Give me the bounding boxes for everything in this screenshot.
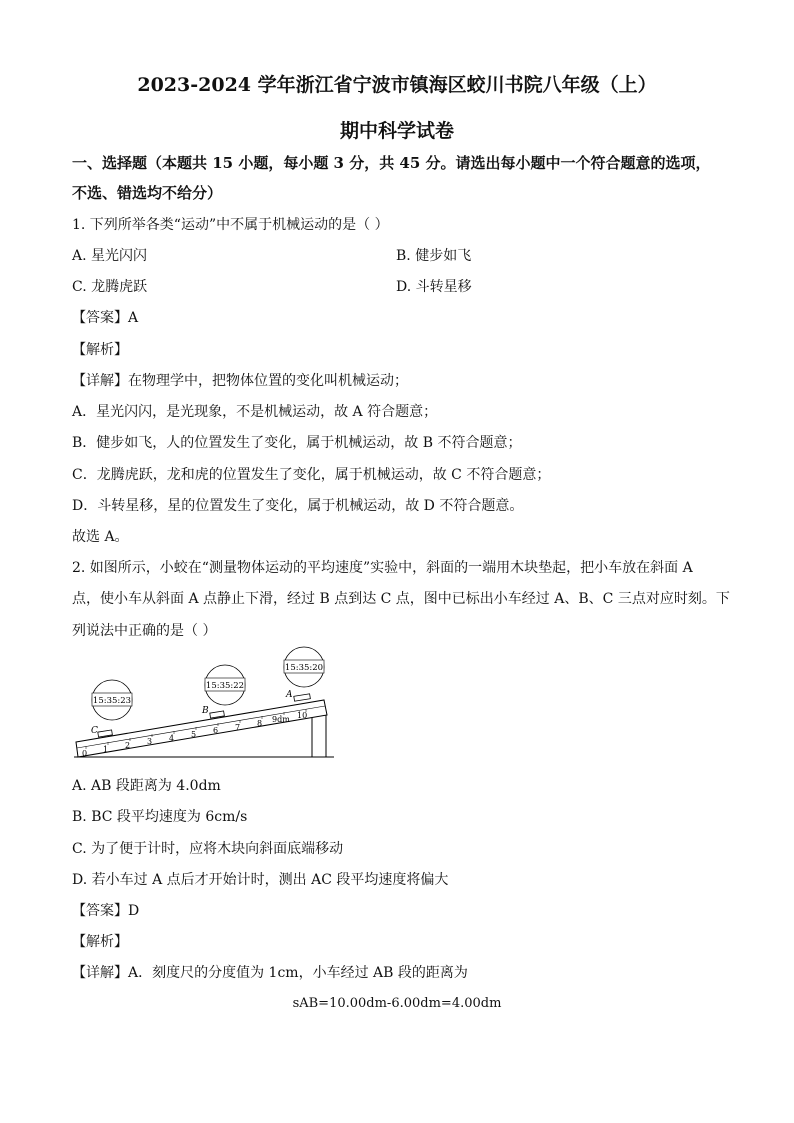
tick-8: 8 xyxy=(257,719,263,728)
label-a: A xyxy=(286,690,293,700)
tick-1: 1 xyxy=(103,745,109,754)
q2-detail-1: 【详解】A．刻度尺的分度值为 1cm，小车经过 AB 段的距离为 xyxy=(72,965,468,981)
clock-a-time: 15:35:20 xyxy=(284,663,324,673)
q1-detail-3: B．健步如飞，人的位置发生了变化，属于机械运动，故 B 不符合题意； xyxy=(72,435,522,451)
q2-equation: sAB=10.00dm-6.00dm=4.00dm xyxy=(292,996,502,1011)
q2-option-b: B. BC 段平均速度为 6cm/s xyxy=(72,809,248,825)
section-heading-cont: 不选、错选均不给分） xyxy=(72,184,223,202)
q1-option-a: A. 星光闪闪 xyxy=(72,248,148,264)
q2-option-c: C. 为了便于计时，应将木块向斜面底端移动 xyxy=(72,841,344,857)
q2-stem-3: 列说法中正确的是（ ） xyxy=(72,623,217,639)
q2-option-a: A. AB 段距离为 4.0dm xyxy=(72,778,221,794)
tick-2: 2 xyxy=(125,741,131,750)
q2-answer: 【答案】D xyxy=(72,903,140,919)
tick-10: 10 xyxy=(297,711,308,720)
q2-stem-2: 点，使小车从斜面 A 点静止下滑，经过 B 点到达 C 点，图中已标出小车经过 A、B、C 三点对应时刻。下 xyxy=(72,591,730,607)
exam-title-line1: 2023-2024 学年浙江省宁波市镇海区蛟川书院八年级（上） xyxy=(137,74,657,96)
tick-6: 6 xyxy=(213,726,219,735)
q1-answer: 【答案】A xyxy=(72,310,139,326)
q1-detail-5: D．斗转星移，星的位置发生了变化，属于机械运动，故 D 不符合题意。 xyxy=(72,498,524,514)
q1-detail-4: C．龙腾虎跃，龙和虎的位置发生了变化，属于机械运动，故 C 不符合题意； xyxy=(72,467,551,483)
clock-c-time: 15:35:23 xyxy=(92,696,132,706)
tick-9: 9dm xyxy=(272,715,290,724)
q2-stem-1: 2. 如图所示，小蛟在“测量物体运动的平均速度”实验中，斜面的一端用木块垫起，把小车放在斜面 A xyxy=(72,560,693,576)
section-heading: 一、选择题（本题共 15 小题，每小题 3 分，共 45 分。请选出每小题中一个符合题意的选项， xyxy=(72,154,711,172)
q1-stem: 1. 下列所举各类“运动”中不属于机械运动的是（ ） xyxy=(72,217,389,233)
q1-detail-1: 【详解】在物理学中，把物体位置的变化叫机械运动； xyxy=(72,373,408,389)
tick-7: 7 xyxy=(235,723,241,732)
tick-3: 3 xyxy=(147,737,153,746)
tick-5: 5 xyxy=(191,730,197,739)
q1-option-c: C. 龙腾虎跃 xyxy=(72,279,148,295)
q1-option-d: D. 斗转星移 xyxy=(396,279,472,295)
exam-title-line2: 期中科学试卷 xyxy=(339,120,454,142)
clock-b-time: 15:35:22 xyxy=(205,681,245,691)
cart-at-a xyxy=(294,694,311,701)
q1-conclusion: 故选 A。 xyxy=(72,529,129,545)
tick-4: 4 xyxy=(169,734,175,743)
q2-option-d: D. 若小车过 A 点后才开始计时，测出 AC 段平均速度将偏大 xyxy=(72,872,449,888)
label-b: B xyxy=(202,706,209,716)
label-c: C xyxy=(91,726,98,736)
q1-detail-2: A．星光闪闪，是光现象，不是机械运动，故 A 符合题意； xyxy=(72,404,438,420)
q1-option-b: B. 健步如飞 xyxy=(396,248,472,264)
wood-block xyxy=(312,715,326,757)
q1-analysis-tag: 【解析】 xyxy=(72,342,128,358)
tick-0: 0 xyxy=(82,749,88,758)
q2-analysis-tag: 【解析】 xyxy=(72,934,128,950)
incline-experiment-figure xyxy=(72,645,342,765)
